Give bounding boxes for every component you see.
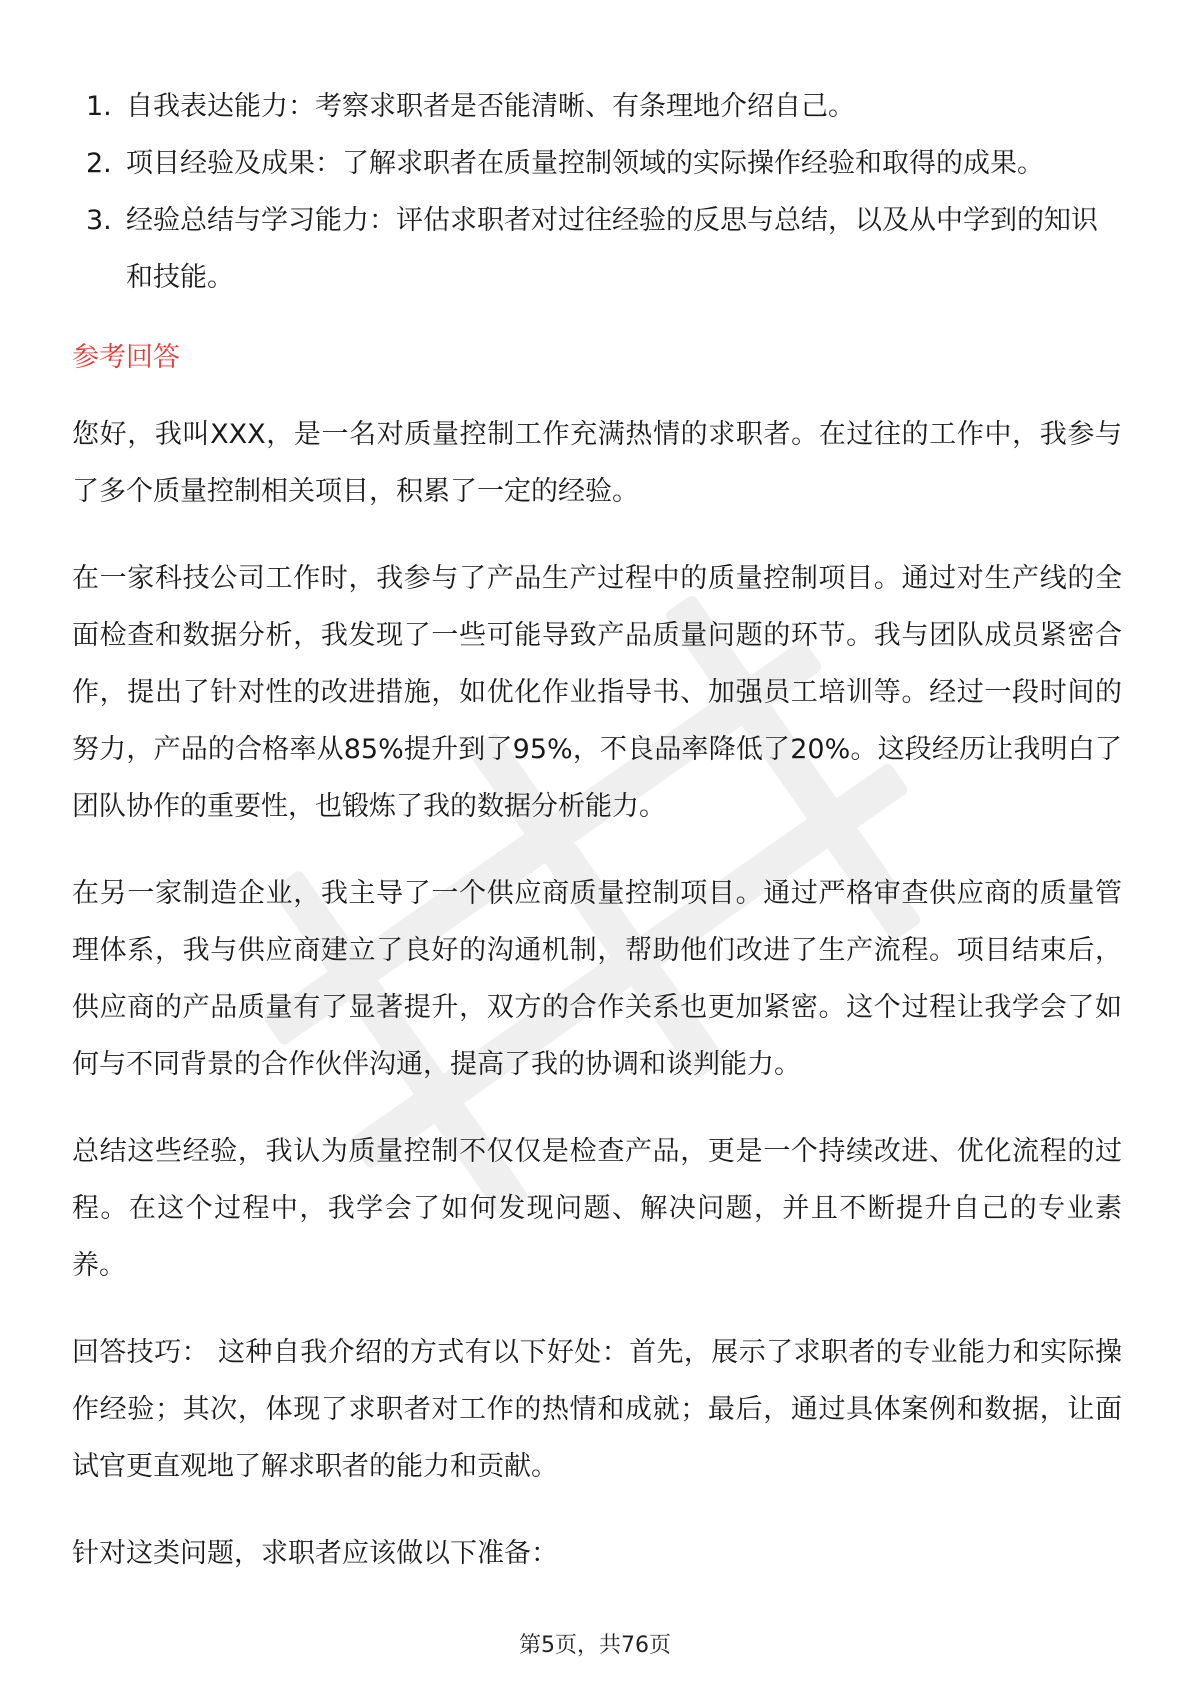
list-item-number: 3. (86, 205, 112, 236)
list-item (72, 192, 1122, 306)
evaluation-criteria-list (72, 78, 1122, 306)
page-number-footer: 第5页，共76页 (519, 1633, 671, 1658)
answer-paragraph-tech-company: 在一家科技公司工作时，我参与了产品生产过程中的质量控制项目。通过对生产线的全面检查和数据分析，我发现了一些可能导致产品质量问题的环节。我与团队成员紧密合作，提出了针对性的改进措施，如优化作业指导书、加强员工培训等。经过一段时间的努力，产品的合格率从85%提升到了95%，不良品率降低了20%。这段经历让我明白了团队协作的重要性，也锻炼了我的数据分析能力。 (72, 563, 1122, 822)
reference-answer-heading: 参考回答 (72, 342, 180, 373)
preparation-intro-paragraph: 针对这类问题，求职者应该做以下准备： (72, 1538, 558, 1569)
answer-paragraph-summary: 总结这些经验，我认为质量控制不仅仅是检查产品，更是一个持续改进、优化流程的过程。在这个过程中，我学会了如何发现问题、解决问题，并且不断提升自己的专业素养。 (72, 1136, 1122, 1281)
answer-tips-paragraph: 回答技巧： 这种自我介绍的方式有以下好处：首先，展示了求职者的专业能力和实际操作经验；其次，体现了求职者对工作的热情和成就；最后，通过具体案例和数据，让面试官更直观地了解求职者的能力和贡献。 (72, 1337, 1122, 1482)
answer-paragraph-intro: 您好，我叫XXX，是一名对质量控制工作充满热情的求职者。在过往的工作中，我参与了多个质量控制相关项目，积累了一定的经验。 (72, 419, 1122, 507)
document-content (72, 78, 1122, 1582)
list-item-text: 项目经验及成果：了解求职者在质量控制领域的实际操作经验和取得的成果。 (126, 148, 1044, 179)
answer-paragraph-manufacturer: 在另一家制造企业，我主导了一个供应商质量控制项目。通过严格审查供应商的质量管理体系，我与供应商建立了良好的沟通机制，帮助他们改进了生产流程。项目结束后，供应商的产品质量有了显著提升，双方的合作关系也更加紧密。这个过程让我学会了如何与不同背景的合作伙伴沟通，提高了我的协调和谈判能力。 (72, 878, 1122, 1080)
list-item (72, 78, 1122, 135)
list-item-number: 1. (86, 91, 112, 122)
list-item-number: 2. (86, 148, 112, 179)
list-item-text: 自我表达能力：考察求职者是否能清晰、有条理地介绍自己。 (126, 91, 855, 122)
list-item (72, 135, 1122, 192)
list-item-text: 经验总结与学习能力：评估求职者对过往经验的反思与总结，以及从中学到的知识和技能。 (126, 205, 1098, 293)
